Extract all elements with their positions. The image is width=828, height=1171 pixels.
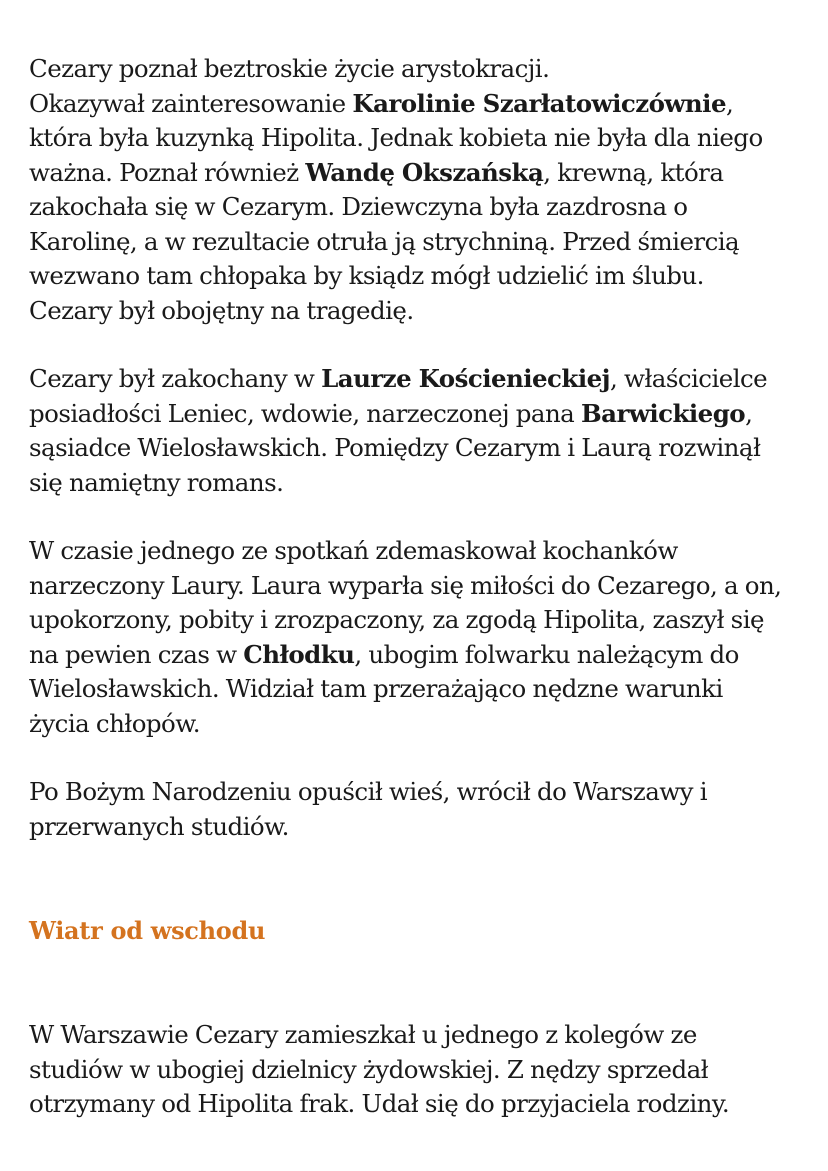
bold-name: Chłodku [243,639,355,669]
text-run: Po Bożym Narodzeniu opuścił wieś, wrócił do Warszawy i [29,777,707,806]
text-run: Karolinę, a w rezultacie otruła ją strychniną. Przed śmiercią [29,226,740,256]
text-line [29,775,799,810]
text-run: Cezary był zakochany w [29,364,322,393]
text-run: otrzymany od Hipolita frak. Udał się do przyjaciela rodziny. [29,1089,730,1118]
text-run: zakochała się w Cezarym. Dziewczyna była zazdrosna o [29,192,688,221]
section-heading: Wiatr od wschodu [29,916,266,945]
text-line [29,534,799,569]
text-line [29,431,799,466]
text-line [29,397,799,432]
text-line [29,569,799,604]
text-run: sąsiadce Wielosławskich. Pomiędzy Cezarym i Laurą rozwinął [29,433,761,462]
text-line [29,707,799,742]
text-run: upokorzony, pobity i zrozpaczony, za zgodą Hipolita, zaszył się [29,605,764,634]
text-line [29,1018,799,1053]
text-run: się namiętny romans. [29,467,284,497]
text-line [29,294,799,329]
paragraph-aristocracy [29,52,799,328]
paragraph-warsaw [29,1018,799,1122]
text-line [29,87,799,122]
text-line [29,259,799,294]
text-run: studiów w ubogiej dzielnicy żydowskiej. Z nędzy sprzedał [29,1054,709,1084]
text-line [29,466,799,501]
document-page [29,52,799,1122]
text-run: wezwano tam chłopaka by ksiądz mógł udzielić im ślubu. [29,261,704,290]
text-line [29,603,799,638]
text-line [29,362,799,397]
text-run: która była kuzynką Hipolita. Jednak kobieta nie była dla niego [29,123,763,152]
paragraph-warsaw-return [29,775,799,844]
text-run: Okazywał zainteresowanie [29,88,353,118]
text-line [29,672,799,707]
text-line [29,1053,799,1088]
bold-name: Laurze Kościenieckiej [321,364,610,393]
text-run: W czasie jednego ze spotkań zdemaskował kochanków [29,536,678,565]
bold-name: Barwickiego [580,398,746,428]
paragraph-laura [29,362,799,500]
text-run: , [745,398,753,428]
text-run: , krewną, która [543,157,724,187]
text-run: narzeczony Laury. Laura wyparła się miłości do Cezarego, a on, [29,570,782,600]
text-run: , ubogim folwarku należącym do [354,639,739,669]
text-run: na pewien czas w [29,639,244,669]
text-run: , [725,88,734,118]
text-line [29,121,799,156]
text-run: posiadłości Leniec, wdowie, narzeczonej pana [29,398,581,428]
text-line [29,810,799,845]
text-line [29,1087,799,1122]
bold-name: Wandę Okszańską [305,157,544,187]
bold-name: Karolinie Szarłatowiczównie [352,88,726,118]
text-line [29,52,799,87]
text-run: Cezary poznał beztroskie życie arystokracji. [29,54,550,83]
text-run: ważna. Poznał również [29,157,306,187]
text-line [29,156,799,191]
text-run: Wielosławskich. Widział tam przerażająco nędzne warunki [29,674,723,703]
text-line [29,190,799,225]
text-run: Cezary był obojętny na tragedię. [29,295,414,325]
text-run: , właścicielce [609,364,768,393]
text-line [29,225,799,260]
text-run: przerwanych studiów. [29,811,289,841]
text-line [29,638,799,673]
text-run: W Warszawie Cezary zamieszkał u jednego z kolegów ze [29,1020,697,1049]
paragraph-chlodek [29,534,799,741]
text-run: życia chłopów. [29,708,200,738]
